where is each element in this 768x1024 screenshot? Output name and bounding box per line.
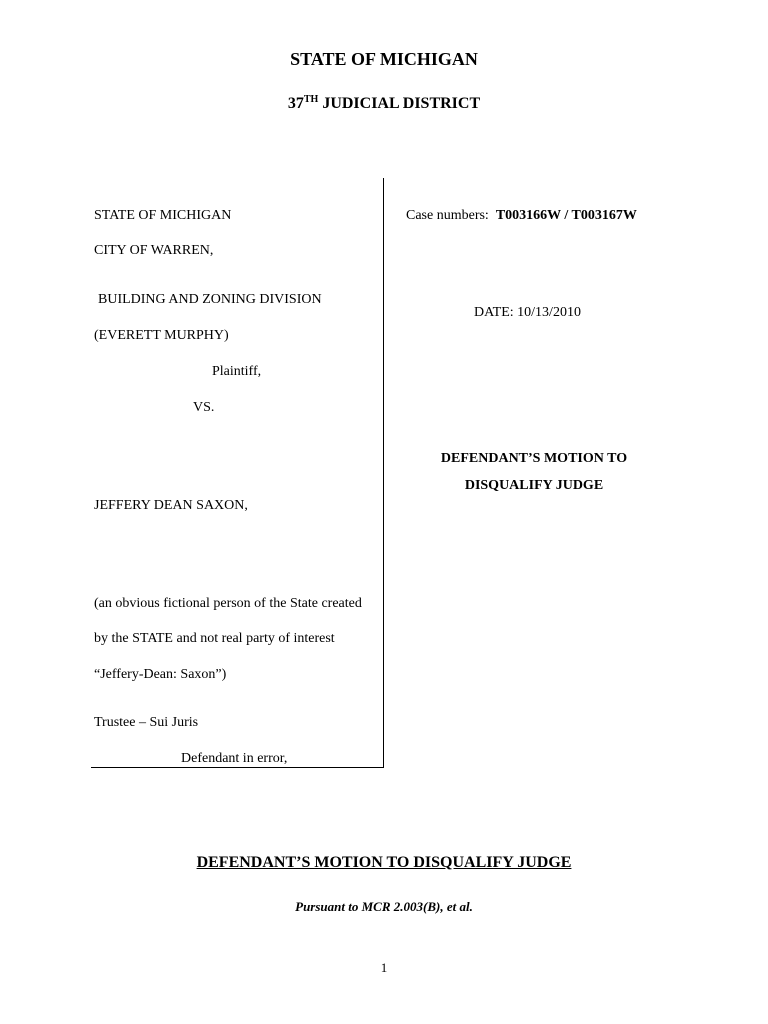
caption-divider-horizontal bbox=[91, 767, 384, 768]
case-numbers-value: T003166W / T003167W bbox=[495, 208, 637, 223]
caption-note-line3: “Jeffery-Dean: Saxon”) bbox=[94, 667, 227, 682]
state-title: STATE OF MICHIGAN bbox=[290, 49, 478, 69]
district-number: 37 bbox=[287, 95, 304, 112]
district-label: JUDICIAL DISTRICT bbox=[318, 95, 481, 112]
caption-division: BUILDING AND ZONING DIVISION bbox=[98, 292, 322, 307]
caption-city: CITY OF WARREN, bbox=[94, 243, 214, 258]
judicial-district-title bbox=[0, 94, 768, 113]
page-number: 1 bbox=[380, 960, 388, 975]
case-numbers-label: Case numbers: bbox=[406, 208, 489, 223]
caption-state: STATE OF MICHIGAN bbox=[94, 208, 232, 223]
caption-divider-vertical bbox=[383, 178, 384, 768]
caption-defendant-name: JEFFERY DEAN SAXON, bbox=[94, 498, 248, 513]
caption-note-line1: (an obvious fictional person of the State created bbox=[94, 596, 362, 611]
caption-trustee: Trustee – Sui Juris bbox=[94, 715, 199, 730]
motion-title-line2: DISQUALIFY JUDGE bbox=[464, 478, 604, 493]
pursuant-line: Pursuant to MCR 2.003(B), et al. bbox=[295, 899, 473, 914]
district-superscript: TH bbox=[303, 94, 319, 105]
motion-heading: DEFENDANT’S MOTION TO DISQUALIFY JUDGE bbox=[196, 854, 572, 871]
caption-defendant-role: Defendant in error, bbox=[181, 751, 288, 766]
document-date: DATE: 10/13/2010 bbox=[474, 305, 581, 320]
caption-note-line2: by the STATE and not real party of interest bbox=[94, 631, 335, 646]
motion-title-line1: DEFENDANT’S MOTION TO bbox=[440, 451, 628, 466]
case-numbers bbox=[406, 208, 637, 224]
caption-everett: (EVERETT MURPHY) bbox=[94, 328, 229, 343]
caption-plaintiff: Plaintiff, bbox=[212, 364, 262, 379]
caption-vs: VS. bbox=[193, 400, 215, 415]
